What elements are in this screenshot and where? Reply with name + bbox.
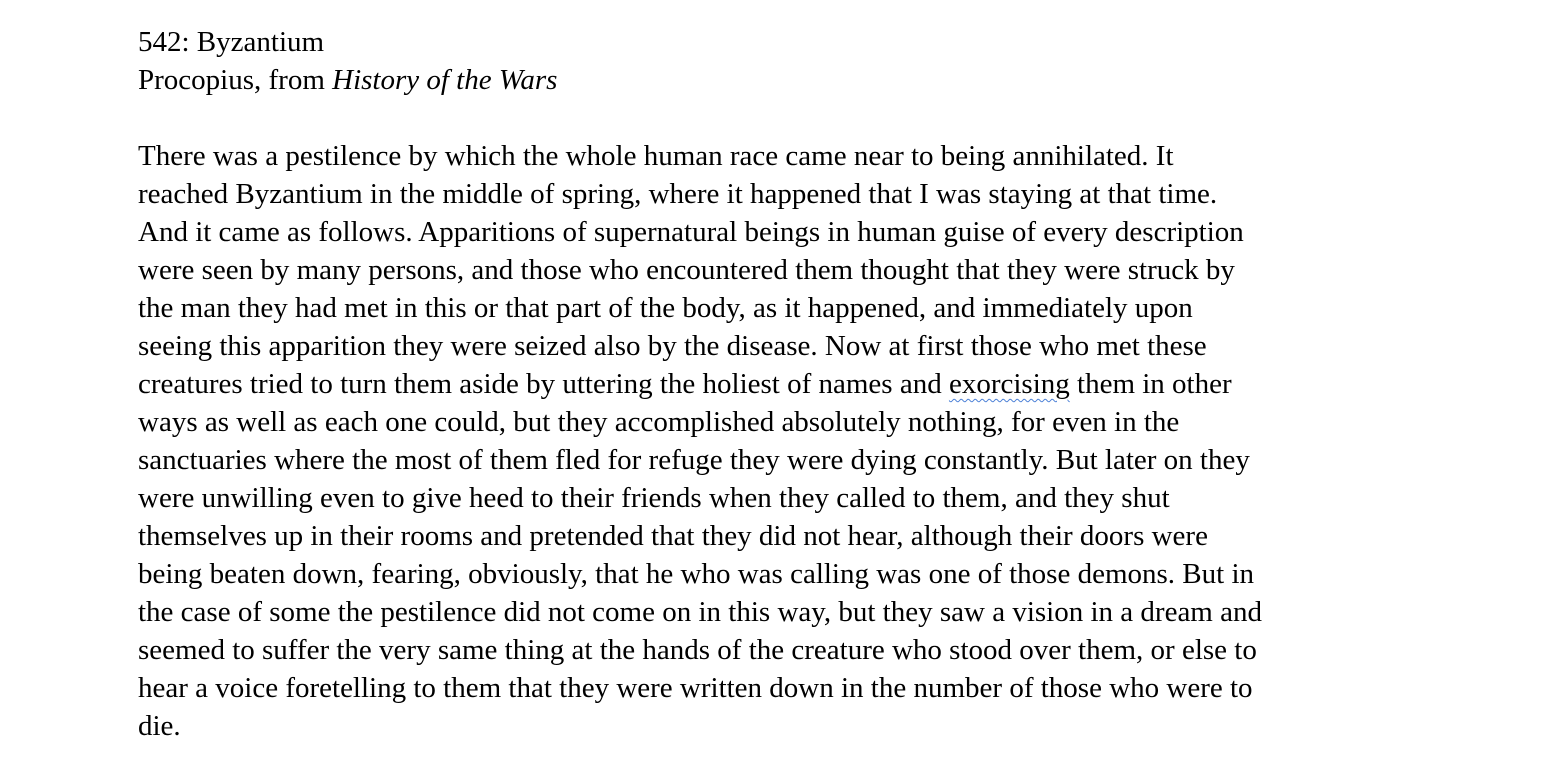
spellcheck-flagged-word[interactable]: exorcising [948,368,1070,400]
paragraph-line-7-end: them in other [1069,368,1232,400]
paragraph-line-10: were unwilling even to give heed to their friends when they called to them, and they shut [138,482,1170,514]
paragraph-line-3: And it came as follows. Apparitions of supernatural beings in human guise of every description [138,216,1244,248]
attribution-author: Procopius, from [138,64,333,96]
attribution-line [138,61,557,99]
paragraph-line-5: the man they had met in this or that part of the body, as it happened, and immediately upon [138,292,1193,324]
source-title: History of the Wars [332,64,558,96]
paragraph-line-13: the case of some the pestilence did not come on in this way, but they saw a vision in a dream and [138,596,1262,628]
paragraph-line-1: There was a pestilence by which the whole human race came near to being annihilated. It [138,140,1174,172]
paragraph-line-8: ways as well as each one could, but they accomplished absolutely nothing, for even in the [138,406,1180,438]
document-title: 542: Byzantium [138,26,325,58]
paragraph-line-6: seeing this apparition they were seized also by the disease. Now at first those who met these [138,330,1207,362]
paragraph-line-12: being beaten down, fearing, obviously, that he who was calling was one of those demons. But in [138,558,1255,590]
paragraph-line-15: hear a voice foretelling to them that they were written down in the number of those who were to [138,672,1253,704]
paragraph-line-9: sanctuaries where the most of them fled for refuge they were dying constantly. But later on they [138,444,1250,476]
paragraph-line-4: were seen by many persons, and those who encountered them thought that they were struck by [138,254,1235,286]
paragraph-line-7-start: creatures tried to turn them aside by uttering the holiest of names and [138,368,949,400]
paragraph-line-16: die. [138,710,181,742]
paragraph-line-7 [138,365,1232,403]
paragraph-line-11: themselves up in their rooms and pretended that they did not hear, although their doors were [138,520,1208,552]
paragraph-line-14: seemed to suffer the very same thing at the hands of the creature who stood over them, or else to [138,634,1257,666]
paragraph-line-2: reached Byzantium in the middle of spring, where it happened that I was staying at that time. [138,178,1218,210]
